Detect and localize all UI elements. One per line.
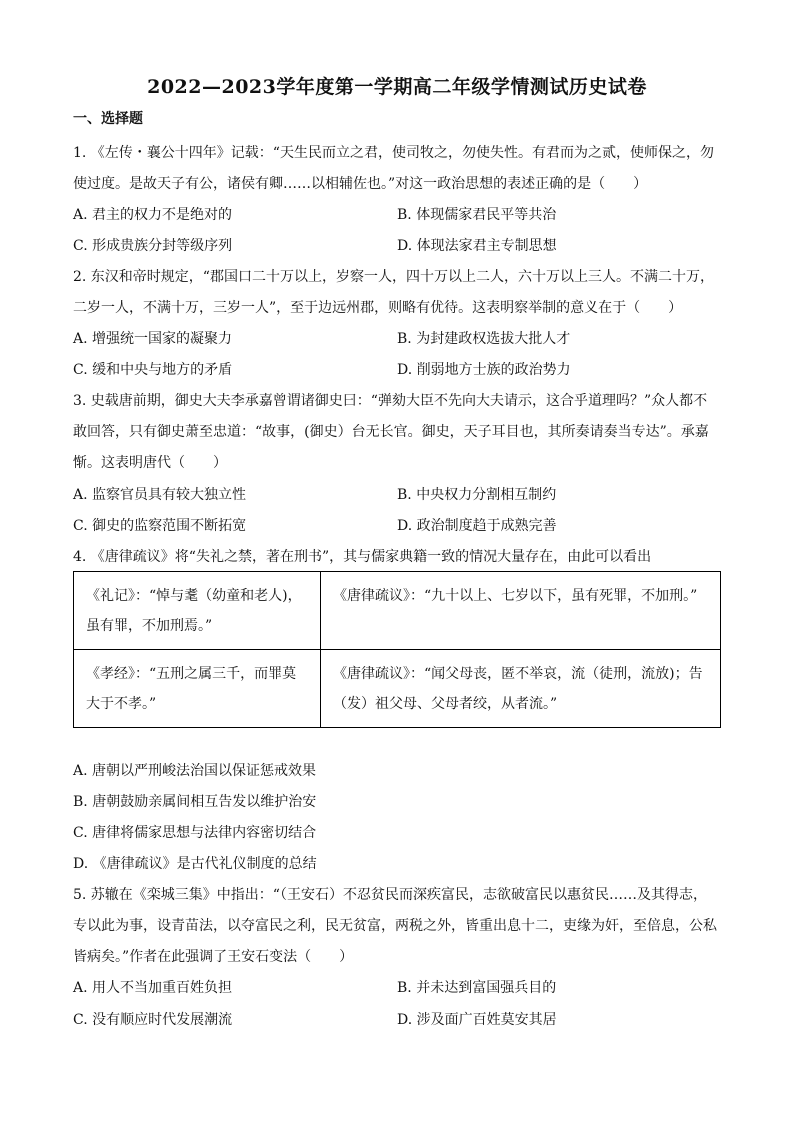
question-3-text: 惭。这表明唐代（ ） <box>73 455 227 471</box>
question-3-option-a: A. 监察官员具有较大独立性 <box>73 487 247 503</box>
question-2-option-d: D. 削弱地方士族的政治势力 <box>397 362 571 378</box>
question-3-option-c: C. 御史的监察范围不断拓宽 <box>73 518 247 534</box>
question-2-option-c: C. 缓和中央与地方的矛盾 <box>73 362 233 378</box>
question-5-text: 皆病矣。”作者在此强调了王安石变法（ ） <box>73 949 354 965</box>
question-2-text: 2. 东汉和帝时规定，“郡国口二十万以上，岁察一人，四十万以上二人，六十万以上三人。不满二十万， <box>73 269 714 285</box>
question-1-option-c: C. 形成贵族分封等级序列 <box>73 238 233 254</box>
question-2-text: 二岁一人，不满十万，三岁一人”，至于边远州郡，则略有优待。这表明察举制的意义在于（ ） <box>73 300 683 316</box>
question-5-option-d: D. 涉及面广百姓莫安其居 <box>397 1012 557 1028</box>
question-4-text: 4. 《唐律疏议》将“失礼之禁，著在刑书”，其与儒家典籍一致的情况大量存在，由此可以看出 <box>73 549 652 565</box>
question-4-option-a: A. 唐朝以严刑峻法治国以保证惩戒效果 <box>73 763 317 779</box>
question-1-text: 1. 《左传・襄公十四年》记载：“天生民而立之君，使司牧之，勿使失性。有君而为之贰，使师保之，勿 <box>73 145 714 161</box>
source-comparison-table <box>73 571 721 728</box>
table-cell: 《礼记》：“悼与耄（幼童和老人)，虽有罪，不加刑焉。” <box>74 572 321 650</box>
question-3-text: 3. 史载唐前期，御史大夫李承嘉曾谓诸御史曰：“弹劾大臣不先向大夫请示，这合乎道理吗？”众人都不 <box>73 393 708 409</box>
question-2-option-b: B. 为封建政权选拔大批人才 <box>397 331 571 347</box>
question-5-text: 5. 苏辙在《栾城三集》中指出：“（王安石）不忍贫民而深疾富民，志欲破富民以惠贫民……及其得志， <box>73 887 707 903</box>
question-5-option-b: B. 并未达到富国强兵目的 <box>397 980 557 996</box>
section-heading: 一、选择题 <box>73 111 143 127</box>
question-3-text: 敢回答，只有御史萧至忠道：“故事，(御史）台无长官。御史，天子耳目也，其所奏请奏当专达”。承嘉 <box>73 424 709 440</box>
exam-title: 2022—2023学年度第一学期高二年级学情测试历史试卷 <box>147 76 647 98</box>
question-1-option-d: D. 体现法家君主专制思想 <box>397 238 557 254</box>
question-1-option-a: A. 君主的权力不是绝对的 <box>73 207 233 223</box>
question-3-option-b: B. 中央权力分割相互制约 <box>397 487 557 503</box>
question-5-option-a: A. 用人不当加重百姓负担 <box>73 980 233 996</box>
table-cell: 《孝经》：“五刑之属三千，而罪莫大于不孝。” <box>74 650 321 728</box>
table-row <box>74 572 721 650</box>
table-cell: 《唐律疏议》：“闻父母丧，匿不举哀，流（徒刑，流放)；告（发）祖父母、父母者绞，从者流。” <box>321 650 721 728</box>
table-cell: 《唐律疏议》：“九十以上、七岁以下，虽有死罪，不加刑。” <box>321 572 721 650</box>
table-row <box>74 650 721 728</box>
question-3-option-d: D. 政治制度趋于成熟完善 <box>397 518 557 534</box>
question-4-option-c: C. 唐律将儒家思想与法律内容密切结合 <box>73 825 317 841</box>
question-5-text: 专以此为事，设青苗法，以夺富民之利，民无贫富，两税之外，皆重出息十二，吏缘为奸，至倍息，公私 <box>73 918 717 934</box>
question-4-option-b: B. 唐朝鼓励亲属间相互告发以维护治安 <box>73 794 317 810</box>
question-1-option-b: B. 体现儒家君民平等共治 <box>397 207 557 223</box>
question-4-option-d: D. 《唐律疏议》是古代礼仪制度的总结 <box>73 856 317 872</box>
question-5-option-c: C. 没有顺应时代发展潮流 <box>73 1012 233 1028</box>
question-2-option-a: A. 增强统一国家的凝聚力 <box>73 331 233 347</box>
question-1-text: 使过度。是故天子有公，诸侯有卿……以相辅佐也。”对这一政治思想的表述正确的是（ ） <box>73 176 648 192</box>
